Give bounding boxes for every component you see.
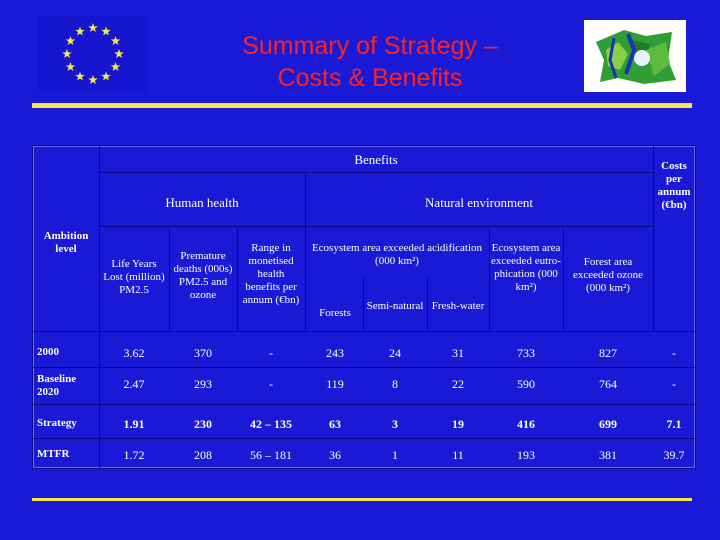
ambition-level-header: Ambition level xyxy=(43,230,89,255)
eu-flag-icon xyxy=(38,16,148,92)
star-icon xyxy=(88,23,98,32)
col-header-eutrophication: Ecosystem area exceeded eutro-phication (000 km²) xyxy=(491,242,561,293)
table-cell-semi: 8 xyxy=(392,377,398,391)
grid-line xyxy=(33,404,695,405)
title-line-1: Summary of Strategy – xyxy=(242,32,498,60)
star-icon xyxy=(101,72,111,81)
table-cell-fresh: 19 xyxy=(452,417,464,431)
star-icon xyxy=(66,36,76,45)
table-cell-eutro: 193 xyxy=(517,448,535,462)
star-icon xyxy=(88,75,98,84)
human-health-header: Human health xyxy=(165,195,239,210)
grid-line xyxy=(99,172,653,173)
table-cell-yll: 3.62 xyxy=(123,346,145,360)
grid-line xyxy=(33,331,695,332)
page-title xyxy=(160,30,580,94)
grid-line xyxy=(305,226,306,331)
benefits-header: Benefits xyxy=(354,152,398,167)
col-header-deaths xyxy=(171,250,235,302)
star-icon xyxy=(62,49,72,58)
col-header-yll xyxy=(103,258,165,297)
star-icon xyxy=(101,26,111,35)
table-cell-ozone: 764 xyxy=(599,377,617,391)
table-cell-deaths: 208 xyxy=(194,448,212,462)
col-header-deaths-text: Premature deaths (000s) PM2.5 and ozone xyxy=(173,250,233,301)
row-label: Baseline 2020 xyxy=(37,373,77,398)
grid-line xyxy=(237,226,238,331)
table-cell-yll: 2.47 xyxy=(123,377,145,391)
table-cell-semi: 1 xyxy=(392,448,398,462)
table-cell-costs: - xyxy=(672,346,676,360)
table-cell-yll: 1.91 xyxy=(123,417,145,431)
table-cell-fresh: 11 xyxy=(452,448,464,462)
table-cell-deaths: 230 xyxy=(194,417,212,431)
table-cell-semi: 3 xyxy=(392,417,398,431)
eu-flag-logo xyxy=(38,16,148,92)
table-cell-costs: 39.7 xyxy=(663,448,685,462)
table-cell-ozone: 699 xyxy=(599,417,617,431)
bottom-rule xyxy=(32,498,692,501)
col-header-forests: Forests xyxy=(319,307,351,319)
table-cell-semi: 24 xyxy=(389,346,401,360)
table-cell-range: - xyxy=(269,346,273,360)
star-icon xyxy=(75,26,85,35)
table-cell-forests: 243 xyxy=(326,346,344,360)
row-label: 2000 xyxy=(37,346,59,358)
col-header-forest-ozone: Forest area exceeded ozone (000 km²) xyxy=(573,256,643,294)
table-cell-range: 42 – 135 xyxy=(250,417,292,431)
program-logo xyxy=(584,20,686,92)
row-label: MTFR xyxy=(37,448,70,460)
natural-environment-header: Natural environment xyxy=(425,195,533,210)
table-cell-eutro: 733 xyxy=(517,346,535,360)
grid-line xyxy=(99,226,653,227)
col-header-yll-text: Life Years Lost (million) PM2.5 xyxy=(103,258,165,296)
grid-line xyxy=(427,276,428,331)
grid-line xyxy=(563,226,564,331)
table-cell-ozone: 827 xyxy=(599,346,617,360)
grid-line xyxy=(33,438,695,439)
program-logo-icon xyxy=(584,20,686,92)
title-line-2: Costs & Benefits xyxy=(277,64,463,92)
table-cell-eutro: 590 xyxy=(517,377,535,391)
row-label: Strategy xyxy=(37,417,77,429)
star-icon xyxy=(66,62,76,71)
table-cell-range: 56 – 181 xyxy=(250,448,292,462)
star-icon xyxy=(111,36,121,45)
summary-table xyxy=(32,145,696,469)
grid-line xyxy=(33,367,695,368)
table-cell-eutro: 416 xyxy=(517,417,535,431)
star-icon xyxy=(114,49,124,58)
top-rule xyxy=(32,103,692,108)
table-cell-forests: 36 xyxy=(329,448,341,462)
table-cell-costs: - xyxy=(672,377,676,391)
table-cell-forests: 119 xyxy=(326,377,344,391)
col-header-range xyxy=(239,242,303,307)
table-cell-deaths: 370 xyxy=(194,346,212,360)
table-cell-fresh: 31 xyxy=(452,346,464,360)
grid-line xyxy=(169,226,170,331)
grid-line xyxy=(363,276,364,331)
table-cell-deaths: 293 xyxy=(194,377,212,391)
col-header-semi-natural: Semi-natural xyxy=(366,300,424,312)
col-header-range-text: Range in monetised health benefits per annum (€bn) xyxy=(242,242,300,306)
costs-header: Costs per annum (€bn) xyxy=(657,160,691,211)
grid-line xyxy=(489,226,490,331)
table-cell-range: - xyxy=(269,377,273,391)
col-header-freshwater: Fresh-water xyxy=(431,300,485,312)
table-cell-fresh: 22 xyxy=(452,377,464,391)
star-icon xyxy=(111,62,121,71)
table-cell-forests: 63 xyxy=(329,417,341,431)
table-cell-costs: 7.1 xyxy=(666,417,682,431)
table-cell-yll: 1.72 xyxy=(123,448,145,462)
table-cell-ozone: 381 xyxy=(599,448,617,462)
col-header-acidification: Ecosystem area exceeded acidification (000 km²) xyxy=(311,242,483,267)
star-icon xyxy=(75,72,85,81)
